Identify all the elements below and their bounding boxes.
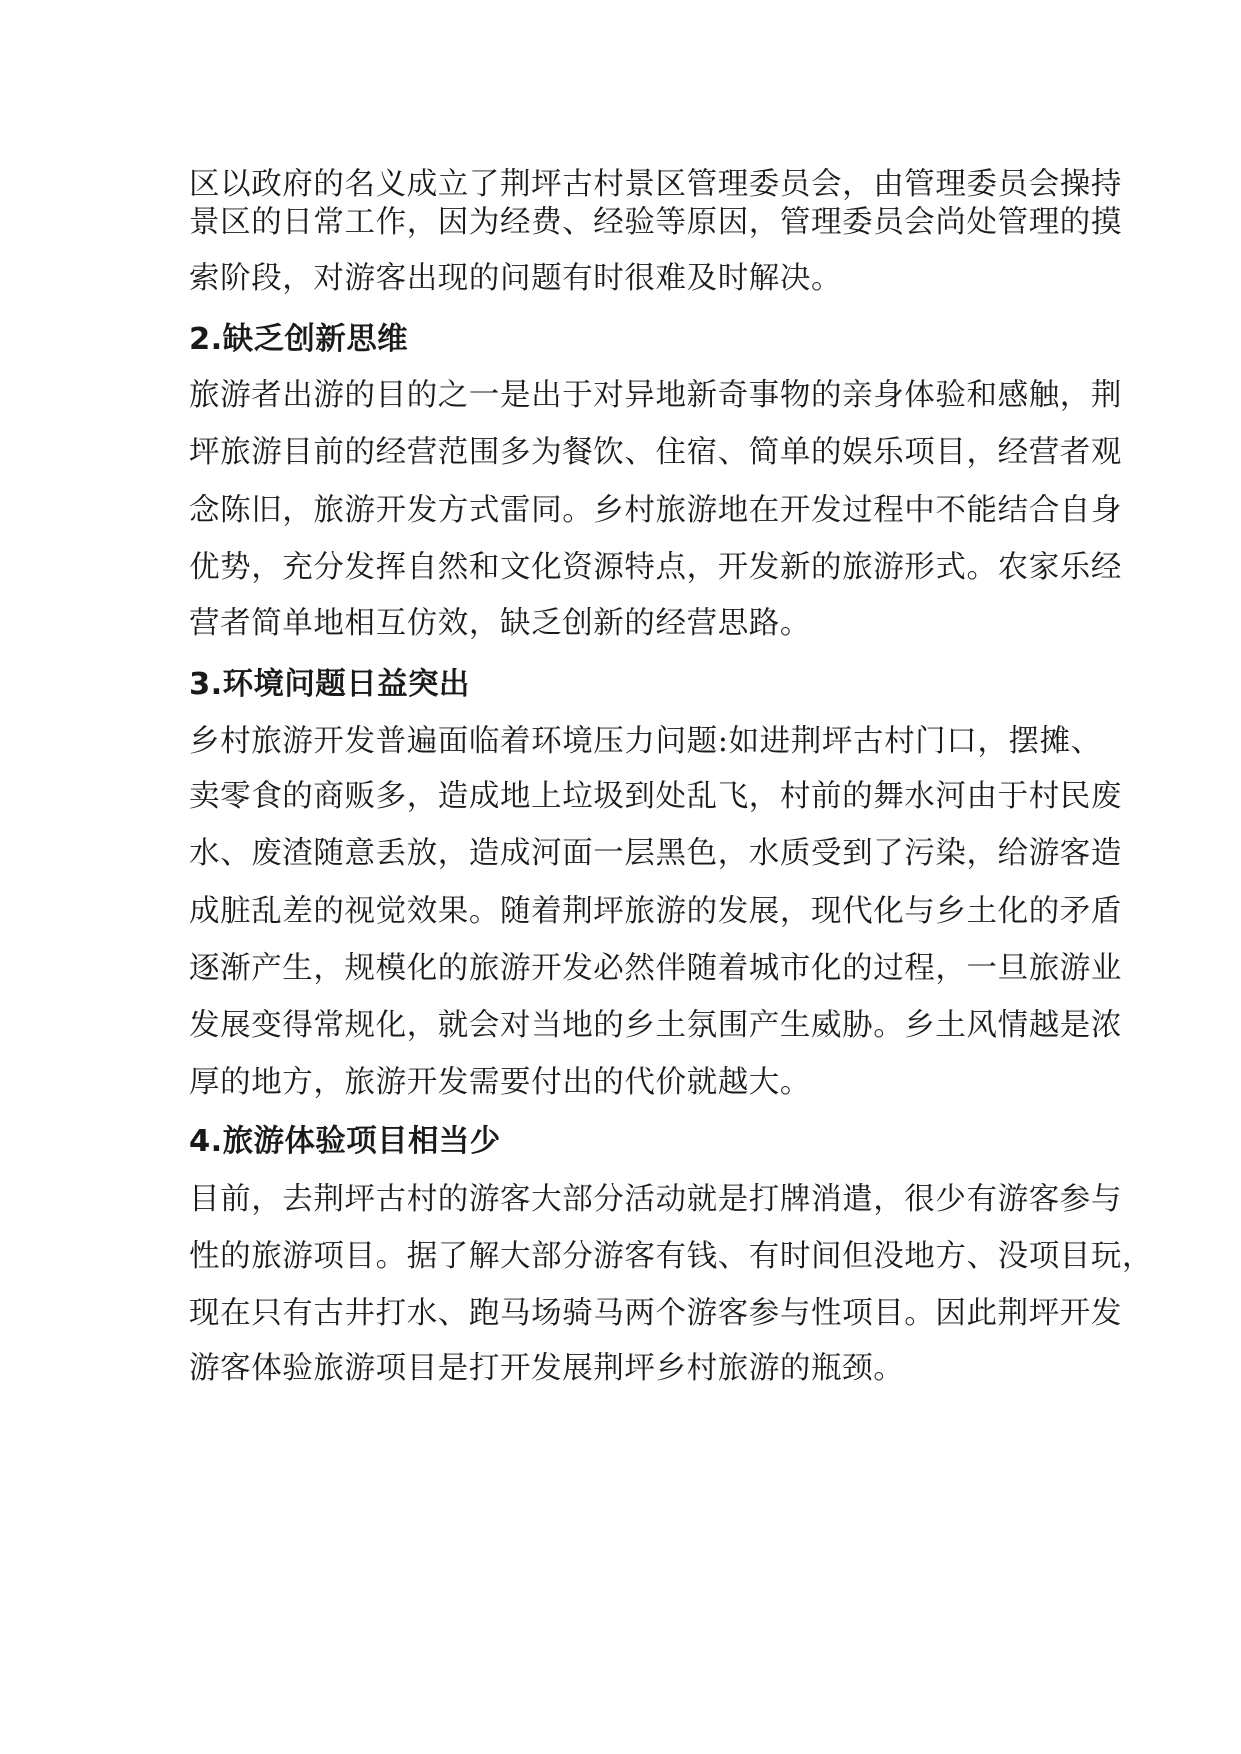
paragraph-line: 坪旅游目前的经营范围多为餐饮、住宿、简单的娱乐项目，经营者观	[189, 435, 1122, 470]
paragraph-line: 发展变得常规化，就会对当地的乡土氛围产生威胁。乡土风情越是浓	[189, 1008, 1122, 1043]
section-heading: 2.缺乏创新思维	[189, 322, 409, 357]
paragraph-line: 旅游者出游的目的之一是出于对异地新奇事物的亲身体验和感触，荆	[189, 378, 1122, 413]
paragraph-line: 索阶段，对游客出现的问题有时很难及时解决。	[189, 261, 843, 296]
paragraph-line: 卖零食的商贩多，造成地上垃圾到处乱飞，村前的舞水河由于村民废	[189, 779, 1122, 814]
paragraph-line: 优势，充分发挥自然和文化资源特点，开发新的旅游形式。农家乐经	[189, 550, 1122, 585]
paragraph-line: 逐渐产生，规模化的旅游开发必然伴随着城市化的过程，一旦旅游业	[189, 951, 1122, 986]
paragraph-line: 乡村旅游开发普遍面临着环境压力问题:如进荆坪古村门口，摆摊、	[189, 724, 1102, 759]
paragraph-line: 性的旅游项目。据了解大部分游客有钱、有时间但没地方、没项目玩，	[189, 1239, 1154, 1274]
section-heading: 4.旅游体验项目相当少	[189, 1124, 501, 1159]
paragraph-line: 游客体验旅游项目是打开发展荆坪乡村旅游的瓶颈。	[189, 1351, 905, 1386]
paragraph-line: 景区的日常工作，因为经费、经验等原因，管理委员会尚处管理的摸	[189, 205, 1122, 240]
paragraph-line: 现在只有古井打水、跑马场骑马两个游客参与性项目。因此荆坪开发	[189, 1296, 1122, 1331]
paragraph-line: 水、废渣随意丢放，造成河面一层黑色，水质受到了污染，给游客造	[189, 836, 1122, 871]
paragraph-line: 成脏乱差的视觉效果。随着荆坪旅游的发展，现代化与乡土化的矛盾	[189, 894, 1122, 929]
paragraph-line: 营者简单地相互仿效，缺乏创新的经营思路。	[189, 606, 811, 641]
section-heading: 3.环境问题日益突出	[189, 667, 470, 702]
paragraph-line: 目前，去荆坪古村的游客大部分活动就是打牌消遣，很少有游客参与	[189, 1182, 1122, 1217]
paragraph-line: 念陈旧，旅游开发方式雷同。乡村旅游地在开发过程中不能结合自身	[189, 493, 1122, 528]
paragraph-line: 区以政府的名义成立了荆坪古村景区管理委员会，由管理委员会操持	[189, 167, 1122, 202]
paragraph-line: 厚的地方，旅游开发需要付出的代价就越大。	[189, 1065, 811, 1100]
